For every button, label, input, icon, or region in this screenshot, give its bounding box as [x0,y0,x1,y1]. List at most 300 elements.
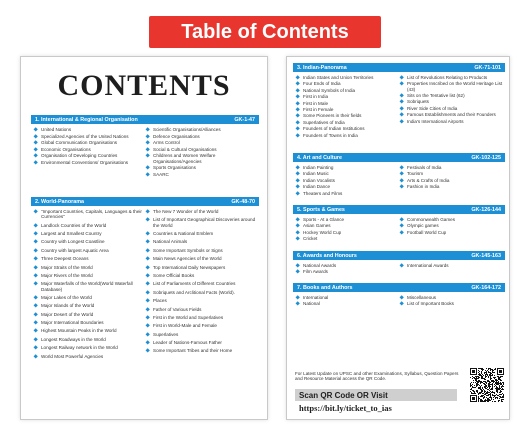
item-label: Superlatives [153,331,179,337]
bullet-icon [399,184,404,189]
bullet-icon [399,230,404,235]
bullet-icon [33,127,38,132]
list-item [33,140,145,145]
list-item [295,94,399,99]
bullet-icon [145,298,150,303]
bullet-icon [295,94,300,99]
list-item [295,301,399,306]
bullet-icon [33,209,38,214]
list-item [33,256,145,261]
list-item [145,298,257,303]
list-item [33,160,145,165]
bullet-icon [399,224,404,229]
section-header [31,197,259,206]
section-title: 4. Art and Culture [297,154,343,161]
list-item [145,307,257,312]
item-label: National Symbols of India [303,87,356,93]
list-item [33,153,145,158]
item-label: Hockey World Cup [303,229,342,235]
item-label: Major Islands of the World [41,303,95,309]
section-pages: GK-164-172 [471,284,501,291]
item-label: Properties Inscribed on the World Heritage List (43) [407,81,503,92]
item-label: Global Communication Organisations [41,140,118,146]
list-item [399,217,503,222]
item-column [145,209,257,362]
list-item [33,239,145,244]
bullet-icon [295,263,300,268]
section-header [293,63,505,72]
item-label: Major International Boundaries [41,320,104,326]
item-label: Social & Cultural Organisations [153,146,217,152]
bullet-icon [145,134,150,139]
item-label: Founders of Indian Institutions [303,126,365,132]
section-pages: GK-102-125 [471,154,501,161]
list-item [295,107,399,112]
list-item [295,126,399,131]
item-label: List of Parliaments of Different Countries [153,281,236,287]
bullet-icon [145,165,150,170]
item-label: Arts & Crafts of India [407,177,450,183]
item-column [295,165,399,197]
list-item [145,231,257,236]
contents-heading: CONTENTS [57,69,231,102]
item-column [399,75,503,139]
item-label: List of Important Books [407,301,454,307]
bullet-icon [295,295,300,300]
item-label: National Awards [303,263,337,268]
item-label: Scientific Organisations/Alliances [153,127,221,132]
item-label: Indian States and Union Territories [303,75,374,80]
bullet-icon [295,224,300,229]
section-items [295,165,503,197]
item-label: Commonwealth Games [407,217,455,222]
list-item [145,273,257,278]
section-items [295,295,503,308]
list-item [295,178,399,183]
list-item [33,265,145,270]
item-label: List of Revolutions Relating to Products [407,75,488,80]
item-label: Countries & National Emblem [153,230,214,236]
item-label: First in India [303,94,329,100]
item-label: Sobriquets and Arclitional Facts (World). [153,289,235,295]
list-item [145,134,257,139]
bullet-icon [33,265,38,270]
item-label: First in Male [303,100,329,106]
list-item [145,172,257,177]
section-items [33,209,257,362]
item-label: Olympic games [407,223,439,229]
bullet-icon [399,112,404,117]
bullet-icon [33,304,38,309]
list-item [295,230,399,235]
item-column [295,263,399,276]
list-item [145,153,257,163]
item-label: Leader of Nations-Famous Father [153,340,222,346]
item-label: Some Pioneers in their fields [303,113,362,119]
item-label: SAARC [153,171,169,177]
bullet-icon [295,178,300,183]
item-column [399,295,503,308]
list-item [295,191,399,196]
item-label: Environmental Conventions/ Organisations [41,159,129,165]
bullet-icon [295,126,300,131]
bullet-icon [399,82,404,87]
item-label: Indian Dance [303,184,331,190]
item-label: Economic Organisations [41,146,91,152]
item-label: Four Ends of India [303,81,341,87]
bullet-icon [145,209,150,214]
list-item [145,140,257,145]
item-label: River Side Cities of India [407,105,458,111]
bullet-icon [33,329,38,334]
item-label: Major Waterfalls of the World(World Waterfall Database) [41,281,133,292]
item-label: India's International Airports [407,118,464,124]
item-label: Superlatives of India [303,119,345,125]
bullet-icon [33,240,38,245]
bullet-icon [145,154,150,159]
item-label: Childrens and Women Welfare Organisations/Agencies [153,153,216,164]
section-items [295,217,503,243]
list-item [145,165,257,170]
list-item [33,231,145,236]
list-item [145,147,257,152]
section-header [293,251,505,260]
list-item [399,81,503,91]
list-item [295,184,399,189]
bullet-icon [145,273,150,278]
list-item [399,295,503,300]
list-item [33,248,145,253]
list-item [399,301,503,306]
item-label: Major Straits of the World [41,264,93,270]
bullet-icon [145,127,150,132]
list-item [145,217,257,227]
bullet-icon [33,273,38,278]
item-label: Indian Music [303,171,329,177]
item-label: Fashion in India [407,184,440,190]
bullet-icon [145,172,150,177]
list-item [33,127,145,132]
list-item [295,165,399,170]
item-label: Sports - At a Glance [303,217,345,222]
item-label: Famous Establishments and their Founders [407,112,496,118]
banner-title: Table of Contents [181,20,349,43]
item-label: Organisation of Developing Countries [41,153,118,159]
bullet-icon [295,101,300,106]
item-label: Major Rivers of the World [41,272,93,278]
item-label: Major Desert of the World [41,311,94,317]
item-label: United Nations [41,127,72,132]
list-item [399,112,503,117]
item-label: Places [153,298,167,304]
list-item [145,281,257,286]
list-item [33,320,145,325]
list-item [295,217,399,222]
bullet-icon [33,295,38,300]
scan-label-text: Scan QR Code OR Visit [299,390,388,400]
bullet-icon [399,119,404,124]
list-item [33,281,145,291]
bullet-icon [295,107,300,112]
bullet-icon [145,248,150,253]
promo-text: For Latest Update on UPSC and other Examinations, Syllabus, Question Papers and Resource Material access the QR Code. [295,371,459,382]
bullet-icon [145,240,150,245]
section-header [293,205,505,214]
section-title: 6. Awards and Honours [297,252,357,259]
bullet-icon [295,184,300,189]
list-item [399,184,503,189]
item-label: Founders of Towns in India [303,132,358,138]
section-title: 2. World-Panorama [35,198,85,205]
list-item [145,340,257,345]
list-item [145,265,257,270]
section-pages: GK-71-101 [474,64,501,71]
list-item [399,223,503,228]
bullet-icon [33,320,38,325]
bullet-icon [33,160,38,165]
item-label: Country with largest Aquatic Area [41,247,109,253]
list-item [145,127,257,132]
item-label: First in the World and Superlatives [153,314,224,320]
item-label: Highest Mountain Peaks in the World [41,328,117,334]
bullet-icon [33,134,38,139]
section-pages: GK-48-70 [231,198,255,205]
item-label: First in Female [303,106,334,112]
bullet-icon [33,337,38,342]
right-page [286,56,510,420]
item-label: Some Important Tribes and their Home [153,348,233,354]
bullet-icon [33,231,38,236]
bullet-icon [399,178,404,183]
bullet-icon [145,282,150,287]
bullet-icon [399,217,404,222]
item-label: Father of Various Fields [153,306,202,312]
list-item [295,120,399,125]
item-label: Longest Roadways in the World [41,336,106,342]
section-header [293,153,505,162]
bullet-icon [295,82,300,87]
item-label: Sits on the Tentative list (62) [407,92,465,98]
bullet-icon [33,248,38,253]
item-label: Country with Longest Coastline [41,239,105,245]
list-item [399,230,503,235]
bullet-icon [145,265,150,270]
item-label: Sports Organisations [153,165,196,171]
bullet-icon [295,120,300,125]
bullet-icon [33,223,38,228]
list-item [145,209,257,214]
item-label: Festivals of India [407,165,442,170]
bullet-icon [399,100,404,105]
item-label: Major Lakes of the World [41,294,92,300]
section-items [295,75,503,139]
item-label: Longest Railway network in the World [41,345,118,351]
list-item [33,312,145,317]
item-label: Film Awards [303,269,328,275]
bullet-icon [33,312,38,317]
list-item [399,106,503,111]
list-item [33,303,145,308]
bullet-icon [295,236,300,241]
list-item [145,332,257,337]
list-item [399,99,503,104]
bullet-icon [399,93,404,98]
left-page [20,56,268,420]
item-column [295,217,399,243]
bullet-icon [145,324,150,329]
bullet-icon [33,154,38,159]
bullet-icon [399,295,404,300]
ticket-link[interactable]: https://bit.ly/ticket_to_ias [299,403,392,413]
item-column [33,209,145,362]
item-label: International Awards [407,263,449,268]
page-banner [149,16,381,48]
bullet-icon [399,263,404,268]
section-items [295,263,503,276]
bullet-icon [145,307,150,312]
section-pages: GK-145-163 [471,252,501,259]
bullet-icon [33,282,38,287]
item-label: National Animals [153,239,188,245]
list-item [399,75,503,80]
list-item [145,290,257,295]
item-column [295,75,399,139]
section-title: 7. Books and Authors [297,284,353,291]
item-label: National [303,301,320,307]
list-item [33,295,145,300]
item-label: Indian Vocalists [303,177,335,183]
item-label: Specialized Agencies of the United Nations [41,133,129,139]
list-item [33,345,145,350]
item-label: Defence Organisations [153,133,200,139]
item-label: Asian Games [303,223,331,229]
item-label: International [303,295,329,300]
item-column [399,165,503,197]
bullet-icon [145,218,150,223]
section-title: 1. International & Regional Organisation [35,116,138,123]
item-column [399,217,503,243]
bullet-icon [33,256,38,261]
item-label: Cricket [303,236,318,242]
item-column [399,263,503,276]
list-item [295,75,399,80]
item-label: Arms Control [153,140,180,146]
item-label: Football World Cup [407,229,447,235]
bullet-icon [399,165,404,170]
list-item [33,223,145,228]
list-item [145,239,257,244]
list-item [295,263,399,268]
item-label: World Most Powerful Agencies [41,353,104,359]
bullet-icon [33,346,38,351]
bullet-icon [295,302,300,307]
bullet-icon [295,230,300,235]
section-title: 3. Indian-Panorama [297,64,347,71]
bullet-icon [295,172,300,177]
item-label: Tourism [407,171,424,177]
list-item [399,93,503,98]
list-item [399,178,503,183]
item-label: Theaters and Films [303,190,343,196]
section-items [33,127,257,178]
list-item [33,273,145,278]
bullet-icon [399,172,404,177]
item-label: Top International Daily Newspapers [153,264,226,270]
bullet-icon [33,140,38,145]
bullet-icon [145,140,150,145]
section-title: 5. Sports & Games [297,206,345,213]
section-pages: GK-126-144 [471,206,501,213]
item-label: Largest and Smallest Country [41,230,102,236]
list-item [33,134,145,139]
list-item [295,101,399,106]
bullet-icon [145,231,150,236]
bullet-icon [145,340,150,345]
item-label: Main News Agencies of the World [153,256,222,262]
list-item [145,348,257,353]
bullet-icon [399,302,404,307]
bullet-icon [295,165,300,170]
bullet-icon [295,114,300,119]
list-item [295,88,399,93]
list-item [295,133,399,138]
section-header [31,115,259,124]
item-label: Some Official Books [153,272,195,278]
bullet-icon [295,191,300,196]
bullet-icon [145,256,150,261]
list-item [33,209,145,219]
list-item [295,113,399,118]
item-label: Sobriquets [407,99,429,105]
bullet-icon [295,217,300,222]
bullet-icon [295,270,300,275]
bullet-icon [399,75,404,80]
list-item [295,223,399,228]
item-label: Landlock Countries of the World [41,222,107,228]
list-item [145,315,257,320]
item-column [145,127,257,178]
list-item [33,328,145,333]
bullet-icon [145,290,150,295]
section-header [293,283,505,292]
bullet-icon [33,147,38,152]
item-label: "Important Countries, Capitals, Languages & their Currencies" [41,209,142,220]
item-label: First in World-Male and Female [153,323,217,329]
item-label: Three Deepest Oceans [41,256,89,262]
item-label: Miscellaneous [407,295,437,300]
bullet-icon [295,88,300,93]
bullet-icon [145,315,150,320]
list-item [33,337,145,342]
item-column [33,127,145,178]
qr-code[interactable] [469,367,505,403]
bullet-icon [145,332,150,337]
list-item [295,236,399,241]
list-item [33,354,145,359]
list-item [145,248,257,253]
list-item [295,269,399,274]
bullet-icon [145,349,150,354]
item-label: List of Important Geographical Discoveries around the World [153,217,256,228]
list-item [295,171,399,176]
list-item [399,171,503,176]
bullet-icon [399,106,404,111]
item-label: The New 7 Wonder of the World [153,209,219,214]
bullet-icon [295,75,300,80]
list-item [295,81,399,86]
bullet-icon [295,133,300,138]
item-column [295,295,399,308]
